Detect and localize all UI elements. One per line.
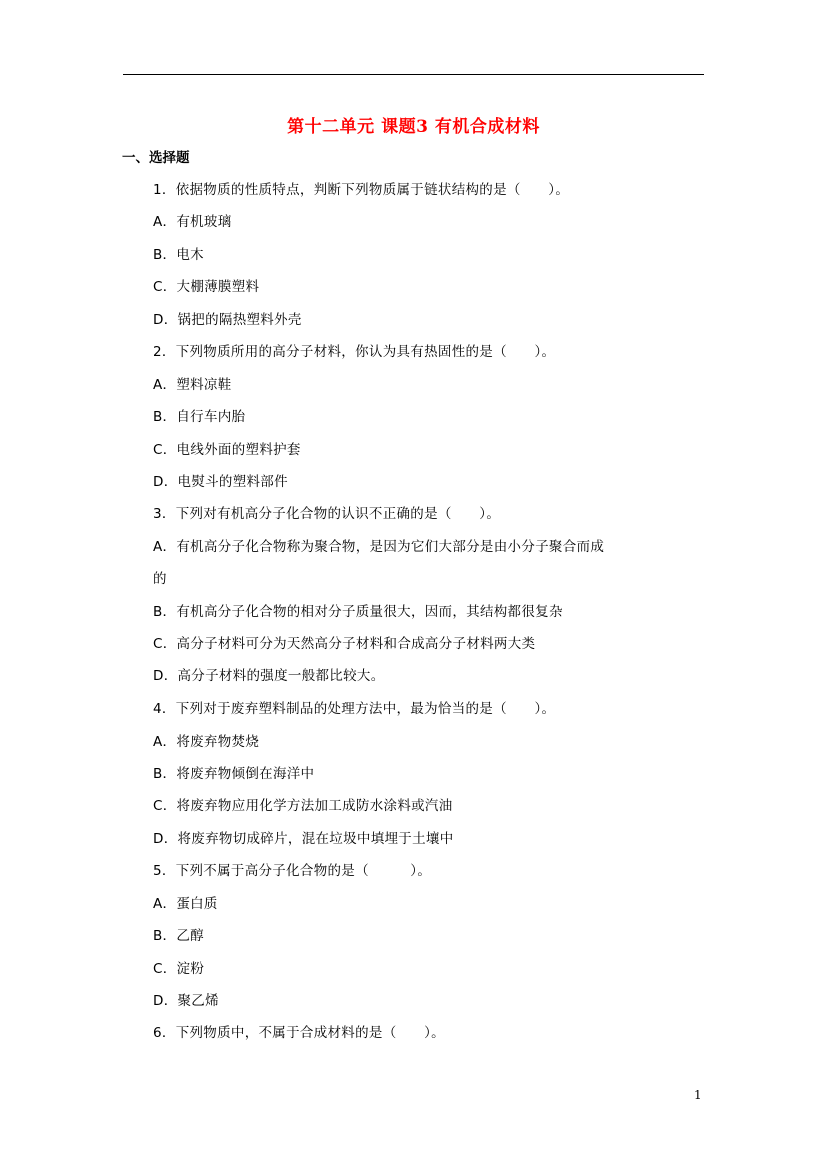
option-4b: B．将废弃物倾倒在海洋中 (153, 766, 315, 782)
option-1d: D．锅把的隔热塑料外壳 (153, 312, 302, 328)
document-title: 第十二单元 课题3 有机合成材料 (287, 117, 540, 137)
option-4c: C．将废弃物应用化学方法加工成防水涂料或汽油 (153, 798, 453, 814)
option-2d: D．电熨斗的塑料部件 (153, 474, 288, 490)
option-2a: A．塑料凉鞋 (153, 377, 232, 393)
option-5d: D．聚乙烯 (153, 993, 219, 1009)
option-5a: A．蛋白质 (153, 896, 218, 912)
option-5c: C．淀粉 (153, 961, 205, 977)
option-3d: D．高分子材料的强度一般都比较大。 (153, 668, 385, 684)
page-number: 1 (694, 1088, 702, 1102)
section-heading: 一、选择题 (122, 150, 190, 166)
option-4a: A．将废弃物焚烧 (153, 734, 260, 750)
option-2c: C．电线外面的塑料护套 (153, 442, 301, 458)
option-4d: D．将废弃物切成碎片，混在垃圾中填埋于土壤中 (153, 831, 454, 847)
option-3c: C．高分子材料可分为天然高分子材料和合成高分子材料两大类 (153, 636, 536, 652)
option-1a: A．有机玻璃 (153, 214, 232, 230)
option-1c: C．大棚薄膜塑料 (153, 279, 260, 295)
option-3a-continued: 的 (153, 571, 167, 587)
option-5b: B．乙醇 (153, 928, 204, 944)
question-6: 6．下列物质中，不属于合成材料的是（ ）。 (153, 1025, 445, 1041)
question-1: 1．依据物质的性质特点，判断下列物质属于链状结构的是（ ）。 (153, 182, 570, 198)
option-3b: B．有机高分子化合物的相对分子质量很大，因而，其结构都很复杂 (153, 604, 563, 620)
question-3: 3．下列对有机高分子化合物的认识不正确的是（ ）。 (153, 506, 501, 522)
question-5: 5．下列不属于高分子化合物的是（ ）。 (153, 863, 432, 879)
option-1b: B．电木 (153, 247, 204, 263)
question-4: 4．下列对于废弃塑料制品的处理方法中，最为恰当的是（ ）。 (153, 701, 556, 717)
question-2: 2．下列物质所用的高分子材料，你认为具有热固性的是（ ）。 (153, 344, 556, 360)
option-3a: A．有机高分子化合物称为聚合物，是因为它们大部分是由小分子聚合而成 (153, 539, 605, 555)
option-2b: B．自行车内胎 (153, 409, 246, 425)
header-rule (123, 74, 704, 75)
